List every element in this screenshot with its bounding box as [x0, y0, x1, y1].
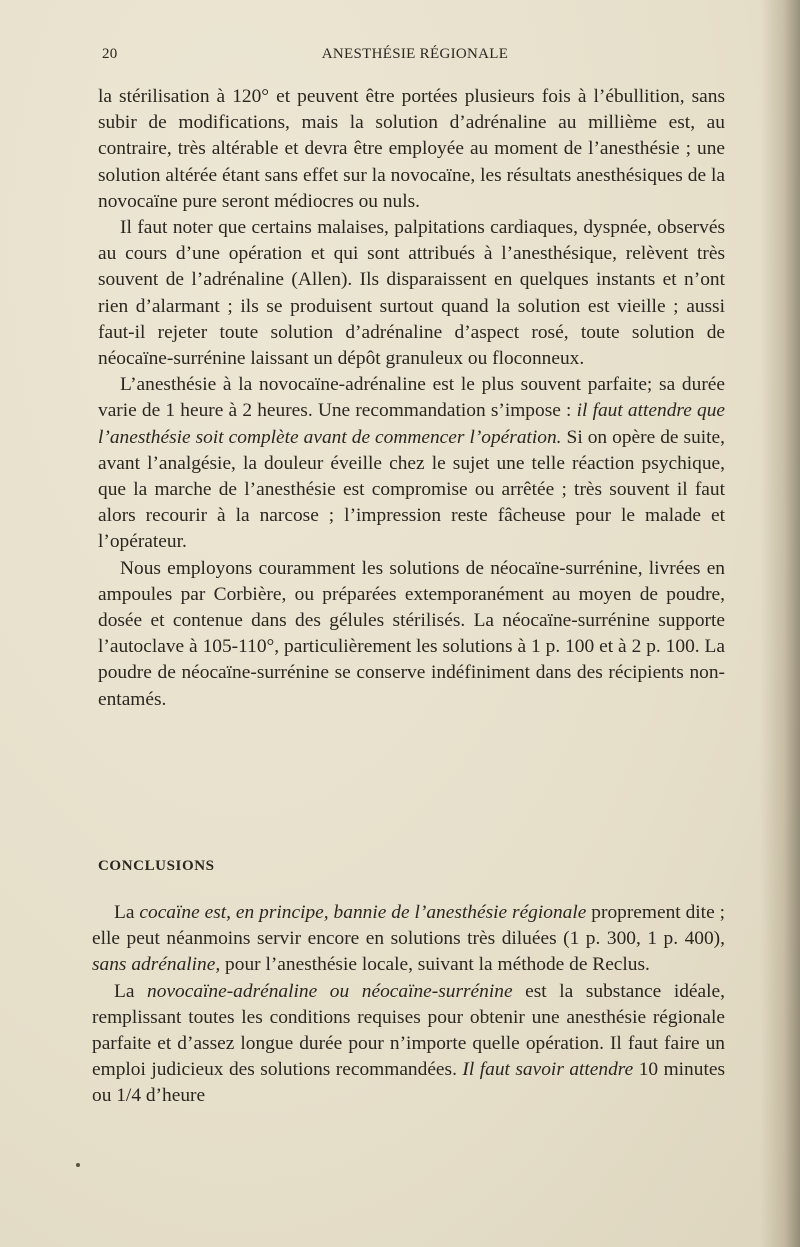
- attendre-emphasis: Il faut savoir attendre: [462, 1059, 634, 1081]
- page-header: [100, 46, 730, 68]
- substance-emphasis: novocaïne-adrénaline ou néocaïne-surrénine: [147, 980, 513, 1002]
- paragraph-text: Si on opère de suite, avant l’analgésie, la douleur éveille chez le sujet une telle réaction psychique, que la marche de l’anesthésie est compromise ou arrêtée ; très souvent il faut alors recourir à la narcose ; l’impression reste fâcheuse pour le malade et l’opérateur.: [98, 426, 725, 553]
- paragraph-solutions: Nous employons couramment les solutions de néocaïne-surrénine, livrées en ampoules par Corbière, ou préparées extemporanément au moyen de poudre, dosée et contenue dans des gélules stérilisés. La néocaïne-surrénine supporte l’autoclave à 105-110°, particulièrement les solutions à 1 p. 100 et à 2 p. 100. La poudre de néocaïne-surrénine se conserve indéfiniment dans des récipients non-entamés.: [98, 557, 725, 710]
- paragraph-text: La: [114, 902, 140, 923]
- cocaine-emphasis: cocaïne est, en principe, bannie de l’anesthésie régionale: [139, 902, 587, 923]
- body-text: [98, 84, 725, 713]
- paragraph-text: pour l’anesthésie locale, suivant la méthode de Reclus.: [220, 954, 650, 976]
- paragraph-text: 10 minutes ou 1/4 d’heure: [92, 1059, 725, 1107]
- running-title: ANESTHÉSIE RÉGIONALE: [321, 46, 509, 62]
- conclusion-cocaine: [92, 900, 725, 979]
- paragraph-sterilisation: la stérilisation à 120° et peuvent être portées plusieurs fois à l’ébullition, sans subir de modifications, mais la solution d’adrénaline au millième est, au contraire, très altérable et devra être employée au moment de l’anesthésie ; une solution altérée étant sans effet sur la novocaïne, les résultats anesthésiques de la novocaïne pure seront médiocres ou nuls.: [98, 86, 725, 212]
- conclusions-text: [92, 900, 725, 1110]
- paragraph-duree-anesthesie: [98, 372, 725, 555]
- paragraph-text: est la substance idéale, remplissant toutes les conditions requises pour obtenir une anesthésie régionale parfaite et d’assez longue durée pour n’importe quelle opération. Il faut faire un emploi judicieux des solutions recommandées.: [92, 980, 725, 1081]
- conclusion-novocaine: [92, 979, 725, 1110]
- recommendation-emphasis: il faut attendre que l’anesthésie soit complète avant de commencer l’opération.: [98, 400, 725, 448]
- paragraph-text: La: [114, 980, 148, 1002]
- section-heading: CONCLUSIONS: [98, 858, 215, 874]
- ink-speck: [76, 1163, 80, 1167]
- paragraph-malaises: Il faut noter que certains malaises, palpitations cardiaques, dyspnée, observés au cours d’une opération et qui sont attribués à l’anesthésique, relèvent très souvent de l’adrénaline (Allen). Ils disparaissent en quelques instants et n’ont rien d’alarmant ; ils se produisent surtout quand la solution est vieille ; aussi faut-il rejeter toute solution d’adrénaline d’aspect rosé, toute solution de néocaïne-surrénine laissant un dépôt granuleux ou floconneux.: [98, 217, 725, 370]
- sans-adrenaline-emphasis: sans adrénaline,: [92, 954, 221, 976]
- paragraph-text: proprement dite ; elle peut néanmoins servir encore en solutions très diluées (1 p. 300, 1 p. 400),: [92, 902, 725, 950]
- page-number: 20: [102, 46, 118, 62]
- paragraph-text: L’anesthésie à la novocaïne-adrénaline est le plus souvent parfaite; sa durée varie de 1 heure à 2 heures. Une recommandation s’impose :: [98, 374, 725, 422]
